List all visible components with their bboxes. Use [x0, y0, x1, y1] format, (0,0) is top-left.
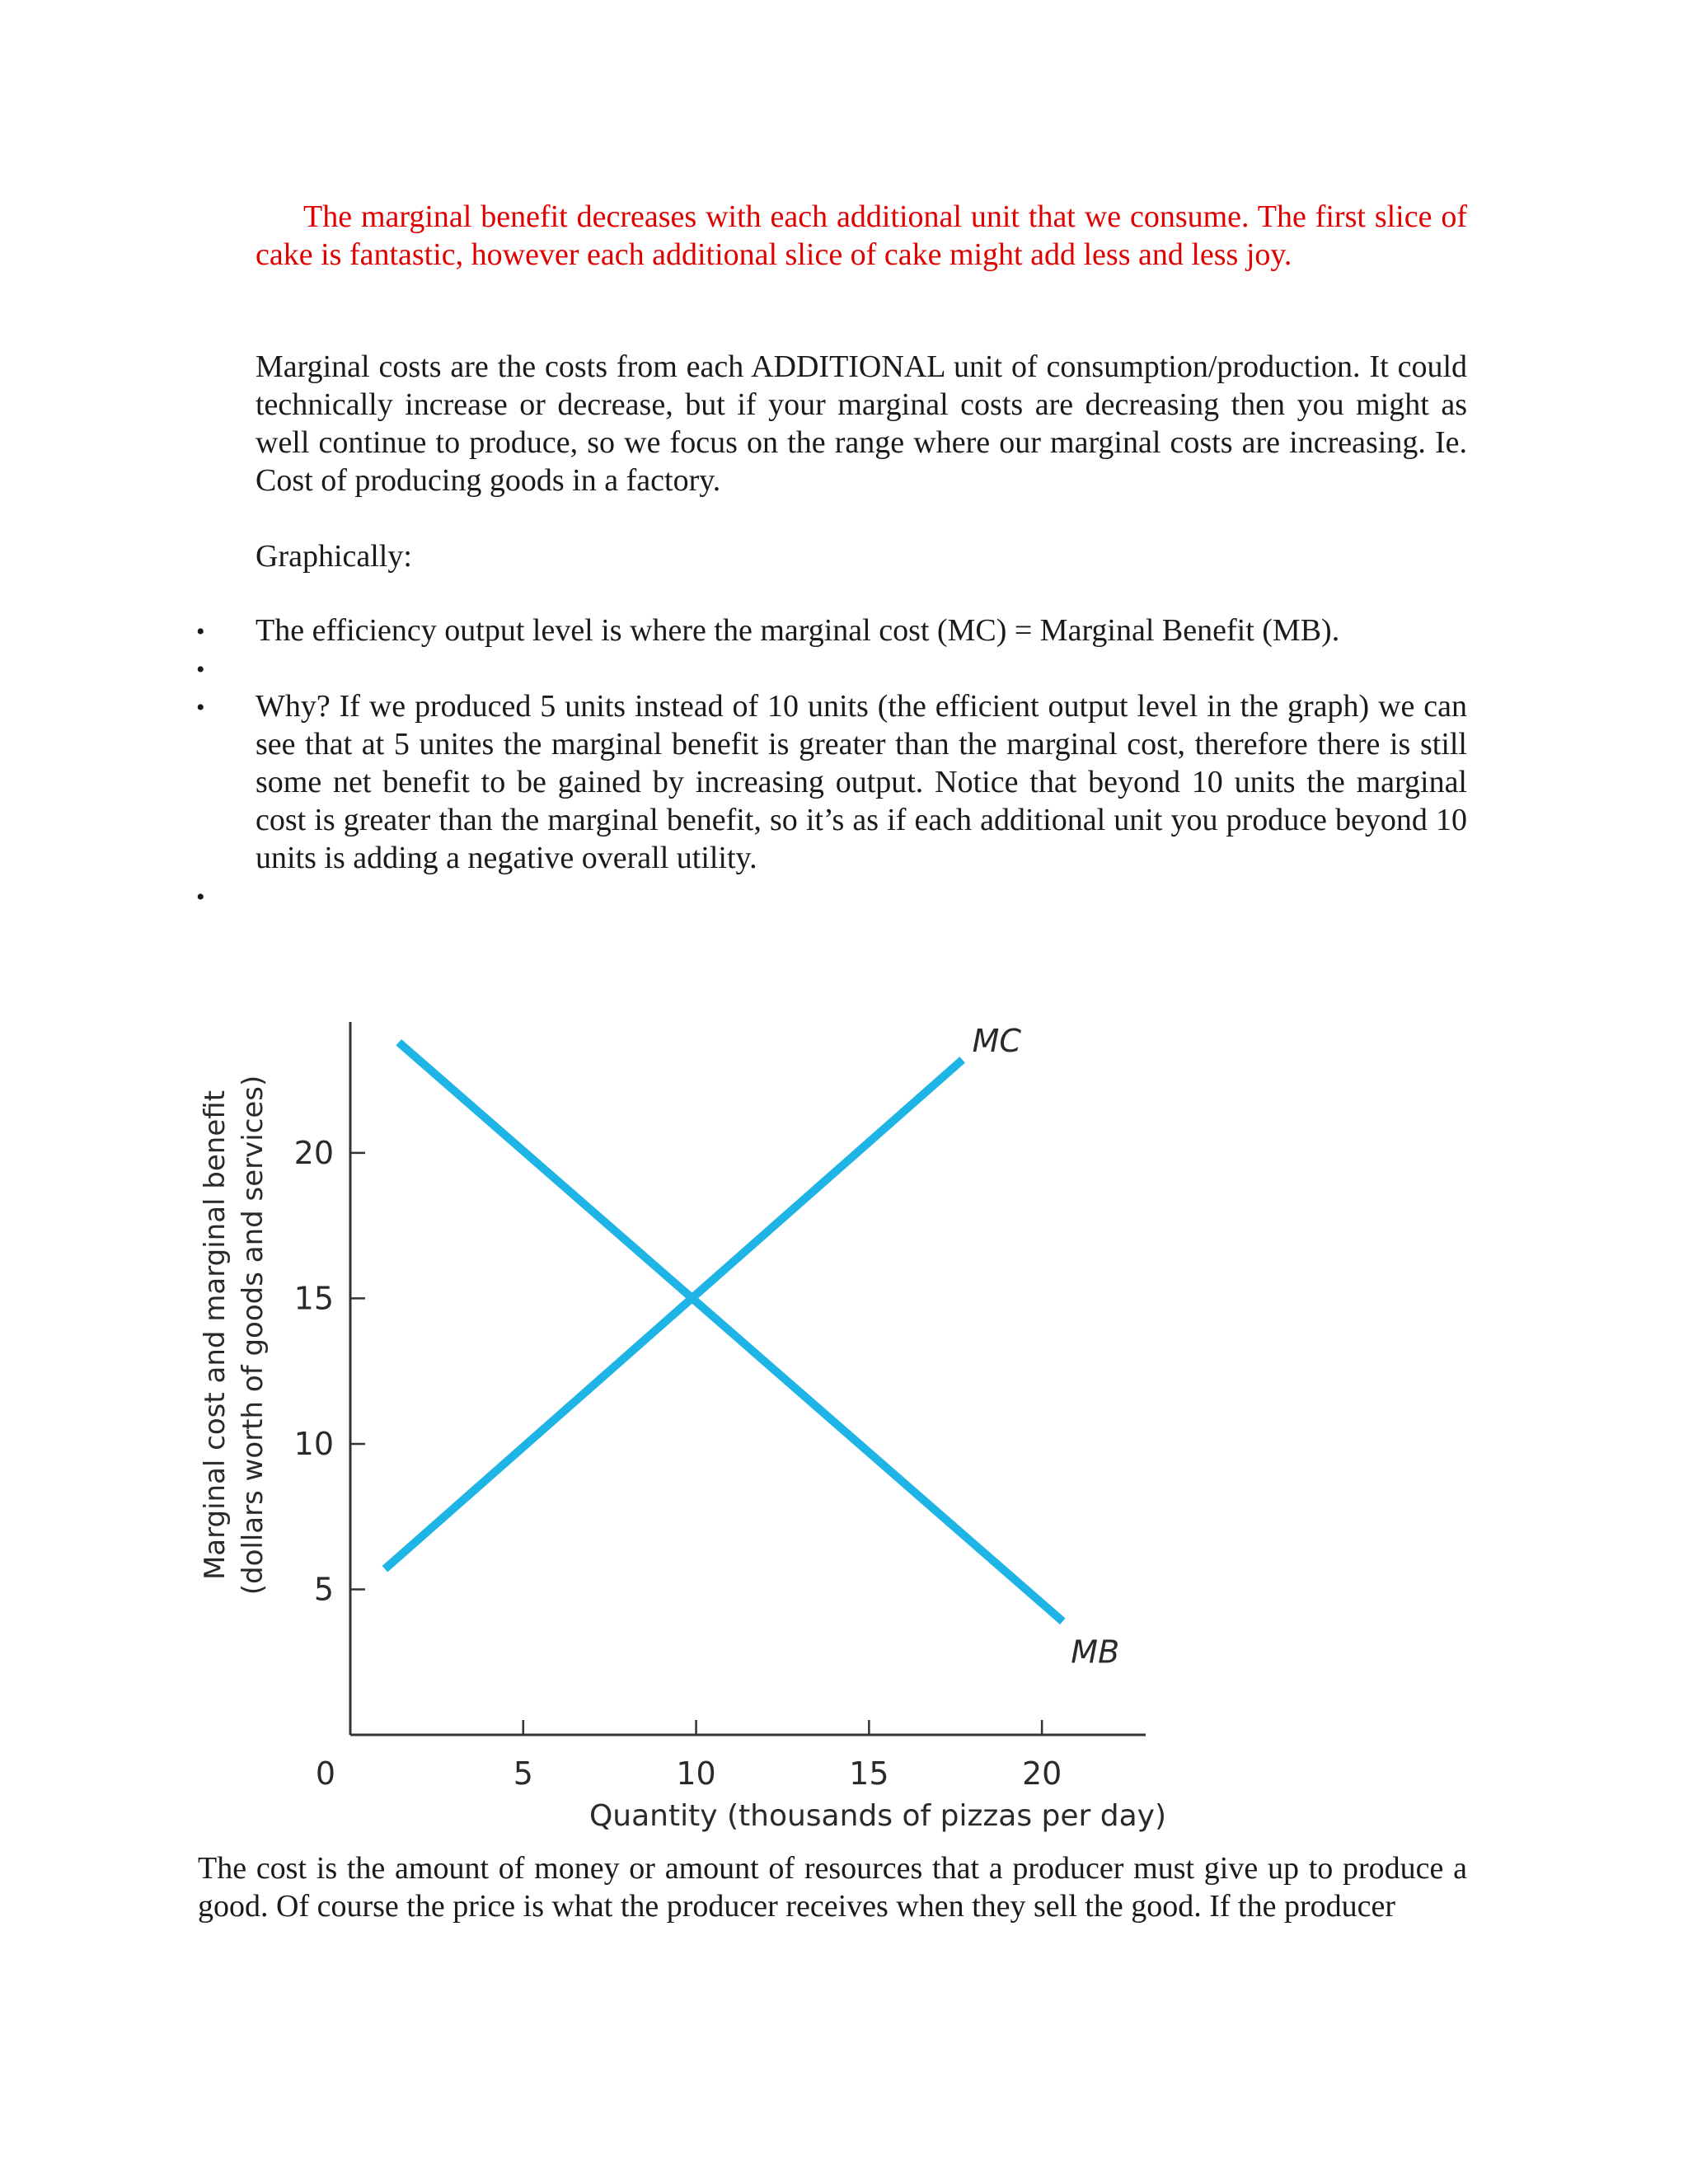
- chart-lines: [385, 1023, 1119, 1670]
- x-tick-label: 10: [676, 1755, 716, 1792]
- intro-paragraph: The marginal benefit decreases with each additional unit that we consume. The first slice of cake is fantastic, however each additional slice of cake might add less and less joy.: [256, 199, 1467, 272]
- y-axis-label-line2: (dollars worth of goods and services): [237, 1075, 270, 1596]
- x-tick-label: 5: [513, 1755, 533, 1792]
- series-line-mc: [385, 1060, 963, 1569]
- x-tick-label: 15: [849, 1755, 889, 1792]
- y-tick-label: 10: [293, 1425, 334, 1462]
- bullet-glyph: •: [196, 656, 205, 683]
- bullet-glyph: •: [196, 694, 205, 721]
- chart-ticks: [294, 1135, 1062, 1792]
- y-axis-label-line1: Marginal cost and marginal benefit: [199, 1090, 232, 1581]
- series-label-mb: MB: [1071, 1633, 1120, 1671]
- y-tick-label: 5: [313, 1571, 334, 1608]
- series-line-mb: [399, 1043, 1063, 1622]
- y-tick-label: 20: [293, 1134, 334, 1171]
- graphically-heading: Graphically:: [256, 539, 412, 574]
- efficiency-paragraph: The efficiency output level is where the marginal cost (MC) = Marginal Benefit (MB).: [256, 613, 1340, 648]
- bullet-glyph: •: [196, 618, 205, 645]
- origin-label: 0: [315, 1755, 336, 1792]
- y-tick-label: 15: [293, 1280, 334, 1317]
- cost-price-paragraph: The cost is the amount of money or amount of resources that a producer must give up to produce a good. Of course the price is what the producer receives when they sell the good. If the producer: [198, 1851, 1467, 1924]
- chart-axes: [350, 1022, 1146, 1735]
- marginal-costs-paragraph: Marginal costs are the costs from each ADDITIONAL unit of consumption/production. It could technically increase or decrease, but if your marginal costs are decreasing then you might as well continue to produce, so we focus on the range where our marginal costs are increasing. Ie. Cost of producing goods in a factory.: [256, 349, 1467, 498]
- why-paragraph: Why? If we produced 5 units instead of 10 units (the efficient output level in the graph) we can see that at 5 unites the marginal benefit is greater than the marginal cost, therefore there is still some net benefit to be gained by increasing output. Notice that beyond 10 units the marginal cost is greater than the marginal benefit, so it’s as if each additional unit you produce beyond 10 units is adding a negative overall utility.: [256, 689, 1467, 875]
- x-tick-label: 20: [1021, 1755, 1062, 1792]
- series-label-mc: MC: [972, 1022, 1021, 1059]
- bullet-glyph: •: [196, 883, 205, 911]
- x-axis-label: Quantity (thousands of pizzas per day): [588, 1799, 1167, 1833]
